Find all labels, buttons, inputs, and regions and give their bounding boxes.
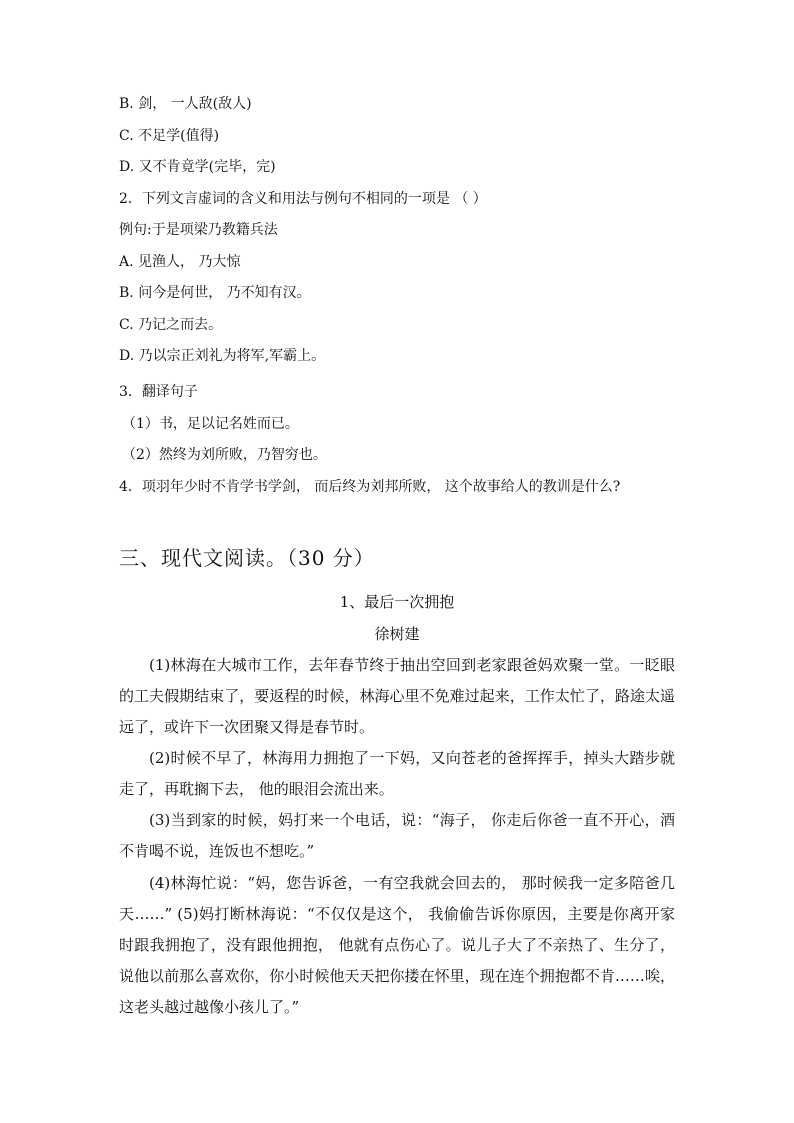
article-paragraph-3: (3)当到家的时候，妈打来一个电话，说：“海子， 你走后你爸一直不开心，酒不肯喝不说，连饭也不想吃。” — [119, 811, 675, 860]
q1-option-b: B. 剑， 一人敌(敌人) — [119, 96, 252, 112]
q1-option-d: D. 又不肯竟学(完毕，完) — [119, 159, 276, 175]
q2-option-d: D. 乃以宗正刘礼为将军,军霸上。 — [119, 348, 326, 364]
q2-option-b: B. 问今是何世， 乃不知有汉。 — [119, 285, 311, 301]
section-title: 三、现代文阅读。（30 分） — [119, 546, 375, 570]
article-paragraph-2: (2)时候不早了，林海用力拥抱了一下妈，又向苍老的爸挥挥手，掉头大踏步就走了，再耽搁下去， 他的眼泪会流出来。 — [119, 749, 675, 798]
article-paragraph-4: (4)林海忙说：“妈，您告诉爸，一有空我就会回去的， 那时候我一定多陪爸几天……” (5)妈打断林海说：“不仅仅是这个， 我偷偷告诉你原因，主要是你离开家时跟我拥抱了，没有跟他拥抱， 他就有点伤心了。说儿子大了不亲热了、生分了，说他以前那么喜欢你，你小时候他天天把你搂在怀里，现在连个拥抱都不肯……唉，这老头越过越像小孩儿了。” — [119, 874, 675, 1016]
q3-sentence-2: （2）然终为刘所败，乃智穷也。 — [122, 447, 327, 463]
q2-option-c: C. 乃记之而去。 — [119, 317, 223, 333]
article-title: 1、最后一次拥抱 — [339, 593, 455, 611]
q3-stem: 3．翻译句子 — [119, 384, 198, 400]
article-author: 徐树建 — [374, 625, 420, 643]
q2-stem: 2．下列文言虚词的含义和用法与例句不相同的一项是 （ ） — [119, 191, 487, 207]
q1-option-c: C. 不足学(值得) — [119, 128, 220, 144]
q4-stem: 4．项羽年少时不肯学书学剑， 而后终为刘邦所败， 这个故事给人的教训是什么? — [119, 479, 621, 495]
q2-example: 例句:于是项梁乃教籍兵法 — [119, 222, 278, 238]
q3-sentence-1: （1）书，足以记名姓而已。 — [122, 416, 299, 432]
article-paragraph-1: (1)林海在大城市工作，去年春节终于抽出空回到老家跟爸妈欢聚一堂。一眨眼的工夫假期结束了，要返程的时候，林海心里不免难过起来，工作太忙了，路途太遥远了，或许下一次团聚又得是春节时。 — [119, 656, 675, 736]
q2-option-a: A. 见渔人， 乃大惊 — [119, 254, 241, 270]
